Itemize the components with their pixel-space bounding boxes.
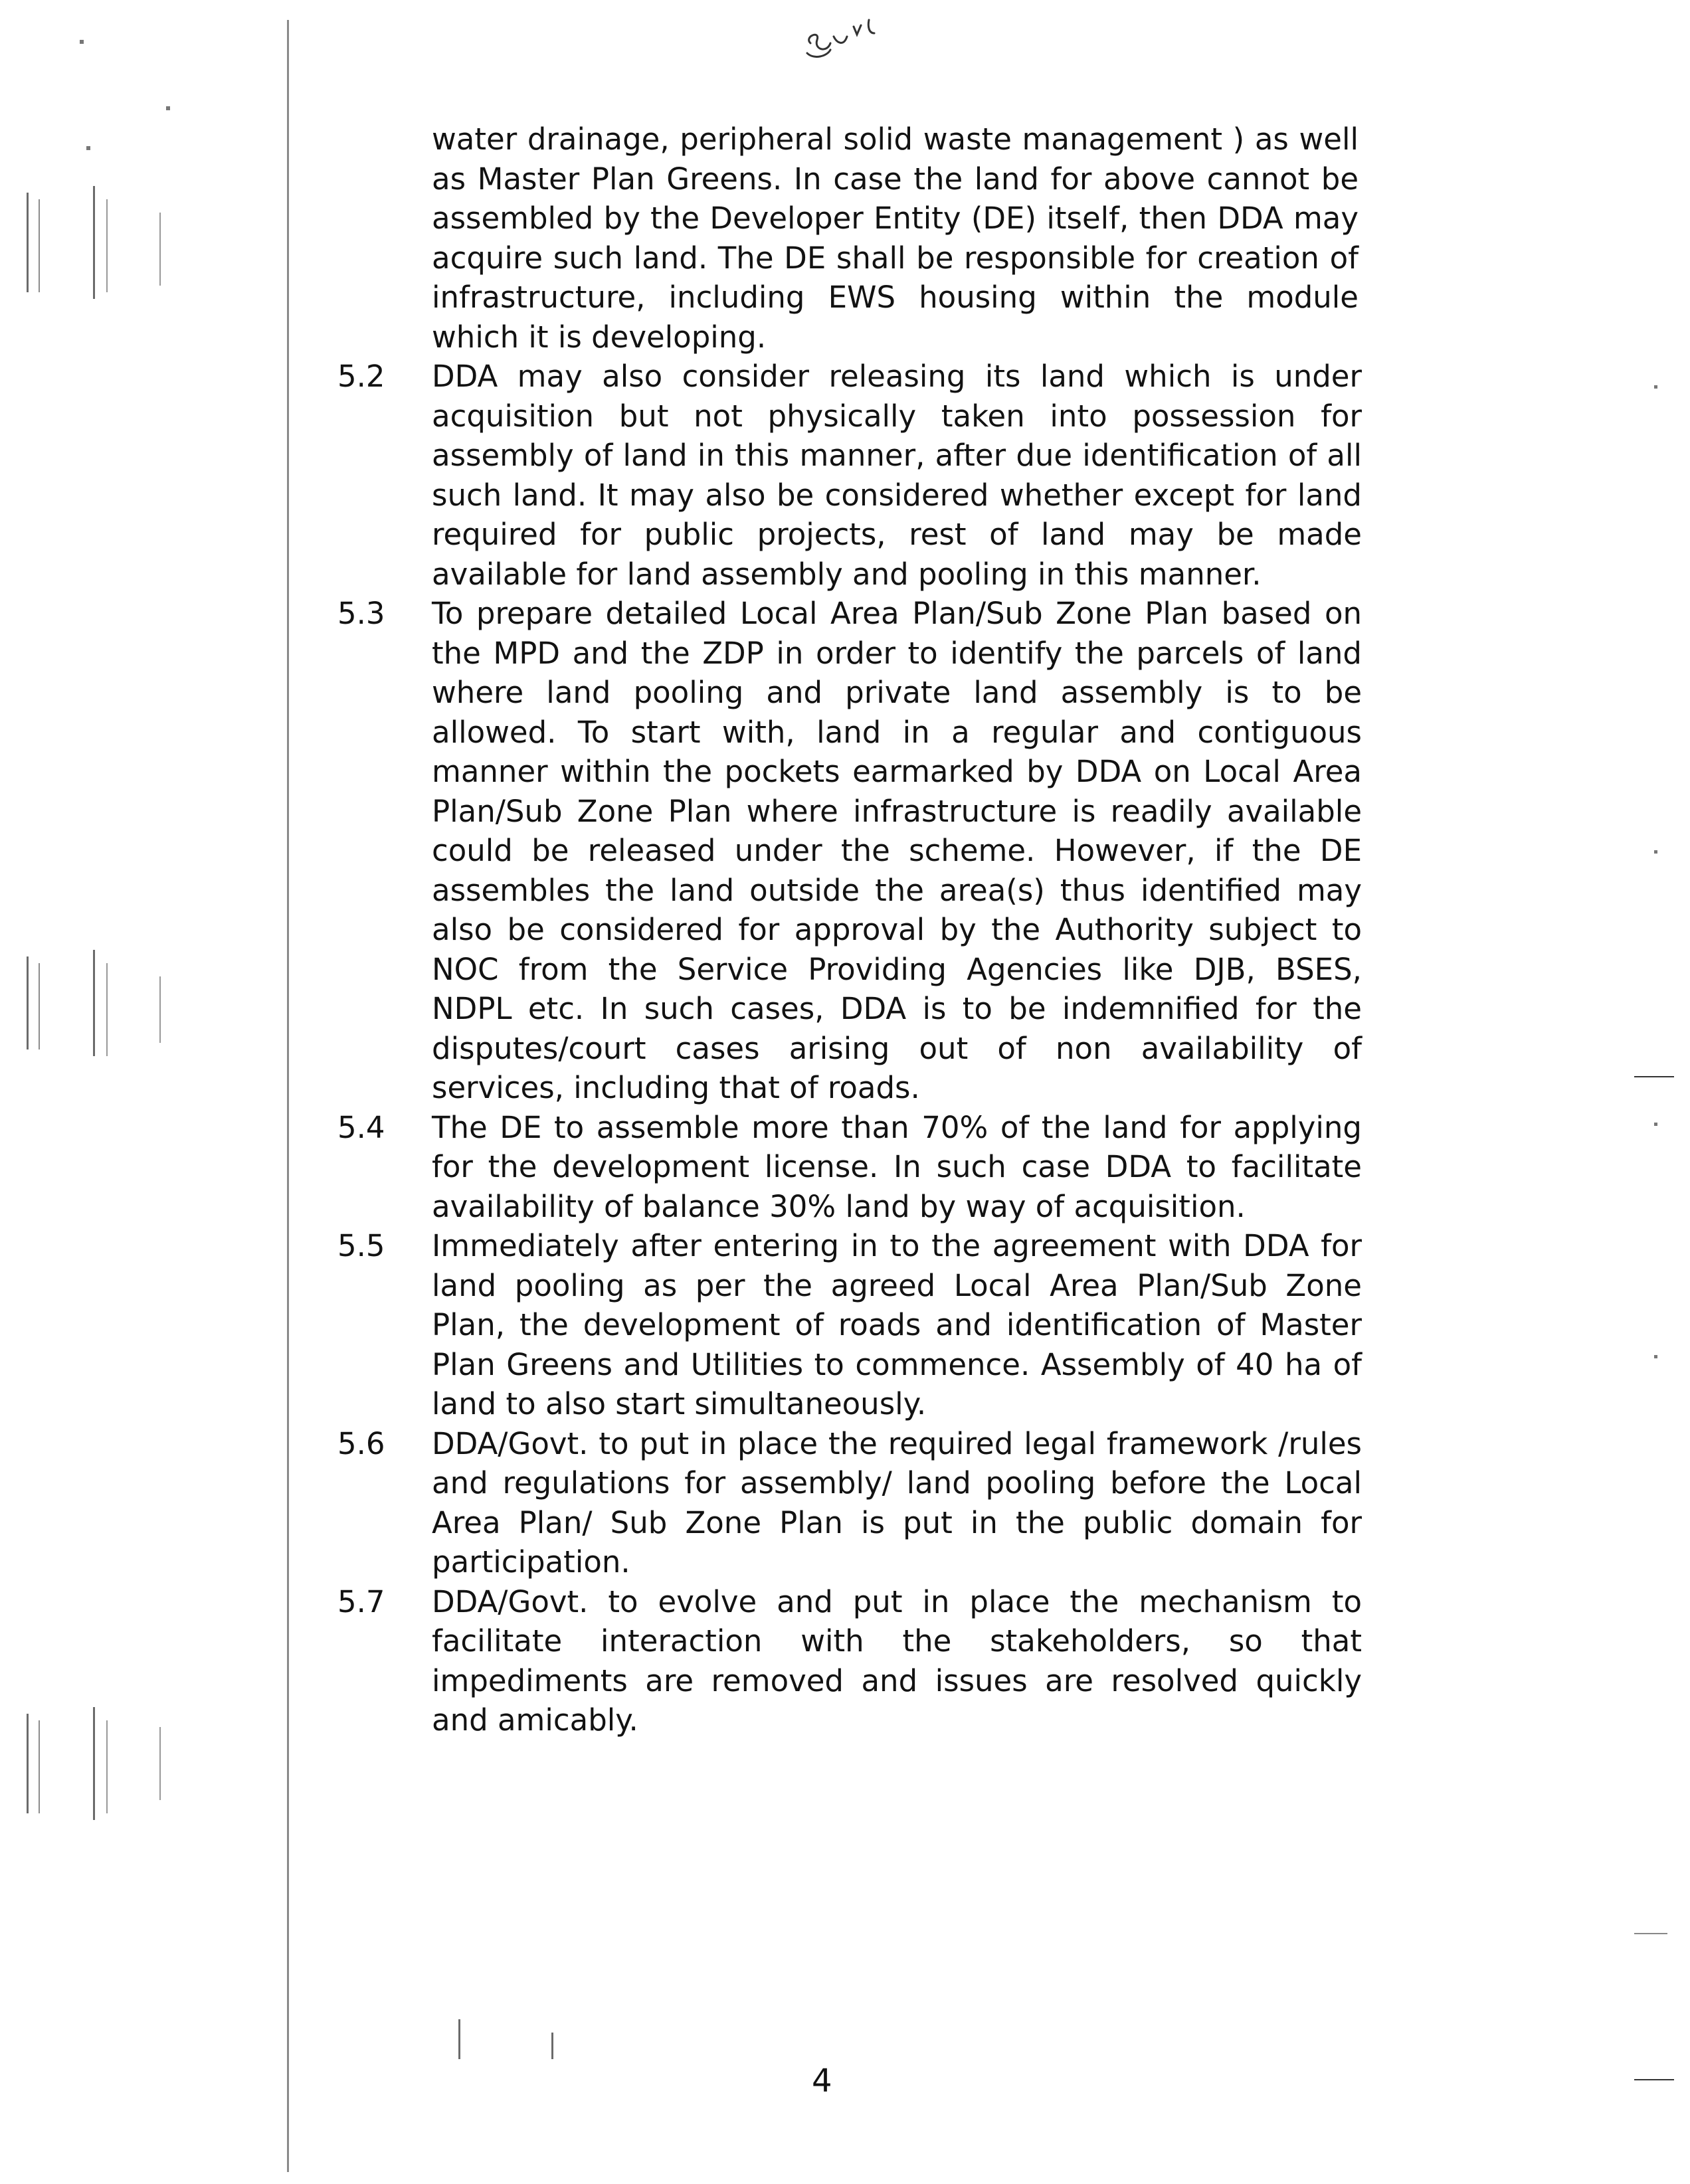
scan-artifact-left-bars-14 bbox=[106, 1720, 108, 1813]
clause-number: 5.3 bbox=[337, 596, 385, 631]
scan-artifact-left-bars-3 bbox=[93, 186, 95, 299]
scan-artifact-left-bars-12 bbox=[39, 1720, 40, 1813]
scan-artifact-right-dash-1 bbox=[1634, 1076, 1674, 1077]
scan-artifact-left-bars-13 bbox=[93, 1707, 95, 1820]
scan-artifact-left-bars-10 bbox=[159, 976, 161, 1043]
clause-number: 5.7 bbox=[337, 1584, 385, 1619]
scan-artifact-left-bars-5 bbox=[159, 213, 161, 286]
clause-number: 5.4 bbox=[337, 1109, 385, 1145]
clause-5-2 bbox=[332, 357, 1368, 594]
handwritten-mark-drawing bbox=[791, 7, 910, 66]
scan-artifact-left-bars-7 bbox=[39, 963, 40, 1049]
scan-artifact-left-bars-2 bbox=[39, 199, 40, 292]
scan-artifact-right-dash-3 bbox=[1634, 1933, 1667, 1934]
clause-number: 5.6 bbox=[337, 1425, 385, 1461]
clause-text: DDA/Govt. to evolve and put in place the mechanism to facilitate interaction with the stakeholders, so that impediments are removed and issues are resolved quickly and amicably. bbox=[432, 1584, 1362, 1738]
page-number: 4 bbox=[812, 2062, 832, 2100]
clause-5-3 bbox=[332, 594, 1368, 1108]
scan-artifact-left-bars-8 bbox=[93, 950, 95, 1056]
clause-text: To prepare detailed Local Area Plan/Sub Zone Plan based on the MPD and the ZDP in order to identify the parcels of land where land pooling and private land assembly is to be allowed. To start with, land in a regular and contiguous manner within the pockets earmarked by DDA on Local Area Plan/Sub Zone Plan where infrastructure is readily available could be released under the scheme. However, if the DE assembles the land outside the area(s) thus identified may also be considered for approval by the Authority subject to NOC from the Service Providing Agencies like DJB, BSES, NDPL etc. In such cases, DDA is to be indemnified for the disputes/court cases arising out of non availability of services, including that of roads. bbox=[432, 596, 1362, 1105]
scan-artifact-left-bars-4 bbox=[106, 199, 108, 292]
clause-5-6 bbox=[332, 1424, 1368, 1582]
scan-artifact-right-dot-3 bbox=[1654, 1123, 1657, 1126]
scan-artifact-left-rule bbox=[287, 20, 289, 2172]
handwritten-mark bbox=[791, 7, 910, 66]
clause-text: DDA may also consider releasing its land which is under acquisition but not physically taken into possession for assembly of land in this manner, after due identification of all such land. It may also be considered whether except for land required for public projects, rest of land may be made available for land assembly and pooling in this manner. bbox=[432, 359, 1362, 592]
scan-artifact-right-dot-2 bbox=[1654, 850, 1657, 854]
scan-artifact-left-bars-9 bbox=[106, 963, 108, 1056]
scan-artifact-right-dash-2 bbox=[1634, 2079, 1674, 2080]
clause-text: DDA/Govt. to put in place the required legal framework /rules and regulations for assembly/ land pooling before the Local Area Plan/ Sub Zone Plan is put in the public domain for participation. bbox=[432, 1425, 1362, 1580]
lead-paragraph: water drainage, peripheral solid waste management ) as well as Master Plan Greens. In case the land for above cannot be assembled by the Developer Entity (DE) itself, then DDA may acquire such land. The DE shall be responsible for creation of infrastructure, including EWS housing within the module which it is developing. bbox=[432, 122, 1359, 355]
scan-artifact-dot-2 bbox=[166, 106, 170, 110]
scan-artifact-left-bars-6 bbox=[27, 956, 29, 1049]
clause-text: Immediately after entering in to the agreement with DDA for land pooling as per the agreed Local Area Plan/Sub Zone Plan, the development of roads and identification of Master Plan Greens and Utilities to commence. Assembly of 40 ha of land to also start simultaneously. bbox=[432, 1228, 1362, 1421]
clause-number: 5.2 bbox=[337, 359, 385, 394]
scan-artifact-bottom-bars-1 bbox=[458, 2019, 460, 2059]
scan-artifact-dot-1 bbox=[80, 40, 84, 44]
scan-artifact-right-dot-4 bbox=[1654, 1355, 1657, 1358]
scan-artifact-bottom-bars-2 bbox=[551, 2033, 553, 2059]
clause-5-7 bbox=[332, 1582, 1368, 1740]
clause-number: 5.5 bbox=[337, 1228, 385, 1263]
scan-artifact-dot-3 bbox=[86, 146, 90, 150]
scan-artifact-left-bars-1 bbox=[27, 193, 29, 292]
clause-text: The DE to assemble more than 70% of the land for applying for the development license. In such case DDA to facilitate availability of balance 30% land by way of acquisition. bbox=[432, 1109, 1362, 1224]
clause-5-5 bbox=[332, 1226, 1368, 1424]
scan-artifact-left-bars-11 bbox=[27, 1714, 29, 1813]
clause-5-4 bbox=[332, 1108, 1368, 1227]
scan-artifact-left-bars-15 bbox=[159, 1727, 161, 1800]
document-body bbox=[332, 120, 1368, 1740]
scan-artifact-right-dot-1 bbox=[1654, 385, 1657, 389]
